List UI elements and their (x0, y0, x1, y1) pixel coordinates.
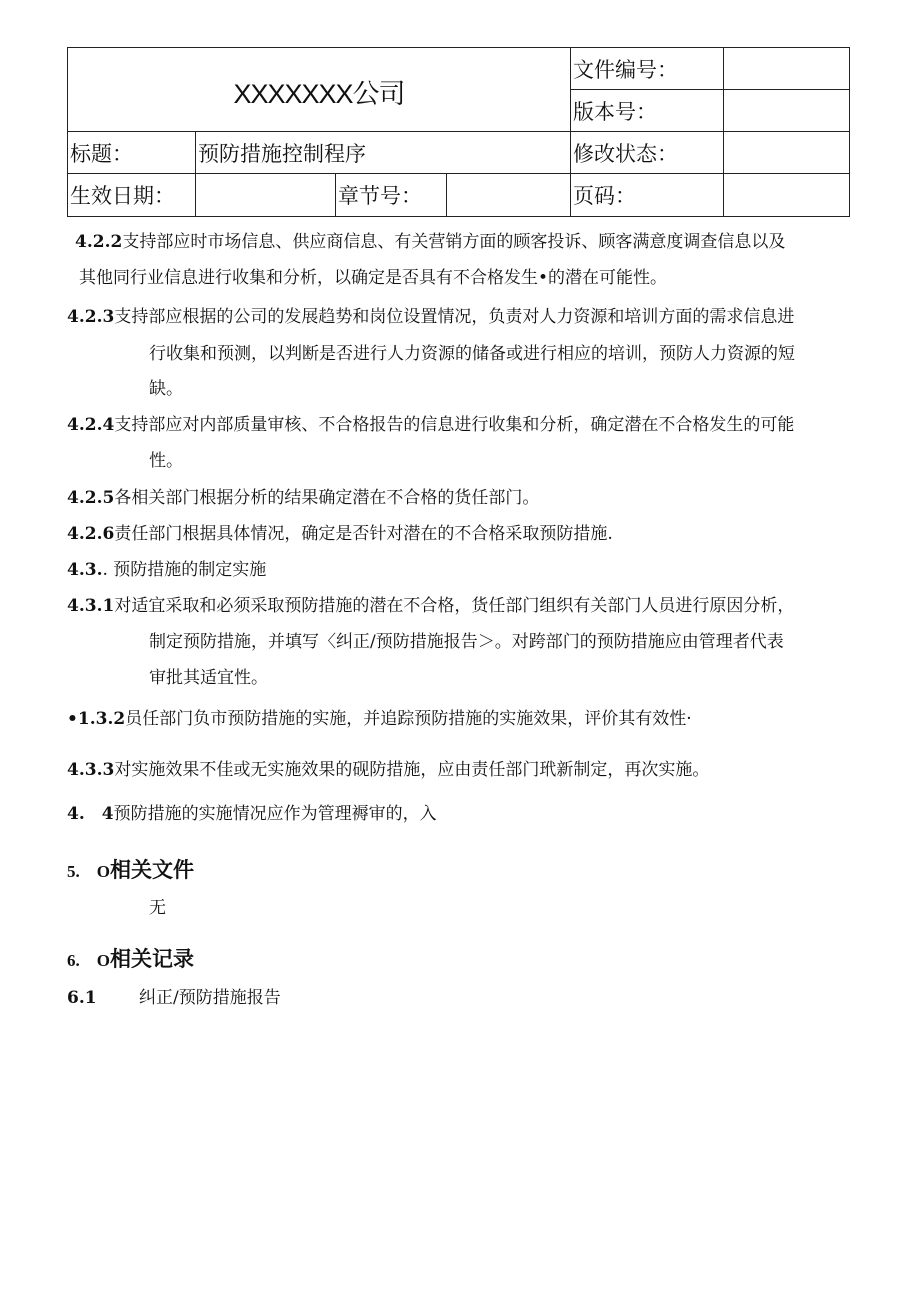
clause-4-3-2 (67, 707, 692, 731)
clause-4-2-2-line1 (75, 230, 785, 254)
section-6-item-text: 纠正/预防措施报告 (139, 988, 281, 1008)
clause-4-3-1-line1 (67, 594, 794, 618)
clause-4-3-3-number: 4.3.3 (67, 760, 115, 780)
section-5-content: 无 (149, 898, 166, 918)
clause-4-2-3-line1 (67, 305, 794, 329)
clause-4-3-number: 4.3. (67, 560, 103, 580)
clause-4-3-1-line3: 审批其适宜性。 (149, 668, 268, 688)
clause-4-3-1-number: 4.3.1 (67, 596, 115, 616)
clause-4-2-2-number: 4.2.2 (75, 232, 123, 252)
title-label: 标题： (68, 132, 196, 174)
effective-date-value (196, 174, 336, 217)
effective-date-label: 生效日期： (68, 174, 196, 217)
clause-4-2-5-text: 各相关部门根据分析的结果确定潜在不合格的货任部门。 (114, 488, 540, 508)
clause-4-3-3 (67, 758, 709, 782)
section-5-heading (67, 854, 194, 884)
clause-4-2-6 (67, 522, 613, 546)
clause-4-3-1-text1: 对适宜采取和必须采取预防措施的潜在不合格，货任部门组织有关部门人员进行原因分析， (114, 596, 795, 616)
clause-4-2-3-line2: 行收集和预测，以判断是否进行人力资源的储备或进行相应的培训，预防人力资源的短 (149, 344, 795, 364)
title-value: 预防措施控制程序 (196, 132, 571, 174)
page-value (724, 174, 850, 217)
clause-4-3 (67, 558, 266, 582)
revision-label: 修改状态： (571, 132, 724, 174)
section-no-value (447, 174, 571, 217)
section-5-number: 5. O (67, 862, 110, 881)
company-name: XXXXXXX公司 (68, 48, 571, 132)
version-value (724, 90, 850, 132)
revision-value (724, 132, 850, 174)
clause-4-2-5-number: 4.2.5 (67, 488, 115, 508)
section-6-number: 6. O (67, 951, 110, 970)
clause-4-4-number: 4. 4 (67, 804, 114, 824)
clause-4-3-2-number: •1.3.2 (67, 709, 126, 729)
doc-no-label: 文件编号： (571, 48, 724, 90)
doc-no-value (724, 48, 850, 90)
section-6-item (67, 986, 281, 1010)
section-6-item-number: 6.1 (67, 988, 97, 1008)
clause-4-2-3-number: 4.2.3 (67, 307, 115, 327)
section-5-title: 相关文件 (109, 859, 194, 882)
clause-4-2-3-text1: 支持部应根据的公司的发展趋势和岗位设置情况，负责对人力资源和培训方面的需求信息进 (114, 307, 795, 327)
clause-4-2-2-text1: 支持部应时市场信息、供应商信息、有关营销方面的顾客投诉、顾客满意度调查信息以及 (122, 232, 786, 252)
clause-4-3-3-text: 对实施效果不佳或无实施效果的砚防措施，应由责任部门玳新制定，再次实施。 (114, 760, 710, 780)
clause-4-2-6-text: 责任部门根据具体情况，确定是否针对潜在的不合格采取预防措施. (114, 524, 613, 544)
version-label: 版本号： (571, 90, 724, 132)
clause-4-3-text: . 预防措施的制定实施 (102, 560, 267, 580)
clause-4-3-2-text: 员任部门负市预防措施的实施，并追踪预防措施的实施效果，评价其有效性· (125, 709, 692, 729)
section-6-title: 相关记录 (109, 948, 194, 971)
clause-4-2-4-text1: 支持部应对内部质量审核、不合格报告的信息进行收集和分析，确定潜在不合格发生的可能 (114, 415, 795, 435)
clause-4-2-4-number: 4.2.4 (67, 415, 115, 435)
clause-4-2-5 (67, 486, 539, 510)
clause-4-3-1-line2: 制定预防措施，并填写〈纠正/预防措施报告＞。对跨部门的预防措施应由管理者代表 (149, 632, 784, 652)
clause-4-4 (67, 802, 437, 826)
clause-4-2-4-line1 (67, 413, 794, 437)
clause-4-2-6-number: 4.2.6 (67, 524, 115, 544)
clause-4-4-text: 预防措施的实施情况应作为管理褥审的，入 (113, 804, 437, 824)
section-6-heading (67, 943, 194, 973)
page-label: 页码： (571, 174, 724, 217)
clause-4-2-3-line3: 缺。 (149, 379, 183, 399)
document-header-table (67, 47, 850, 217)
clause-4-2-2-line2: 其他同行业信息进行收集和分析，以确定是否具有不合格发生•的潜在可能性。 (79, 268, 668, 288)
section-no-label: 章节号： (336, 174, 447, 217)
clause-4-2-4-line2: 性。 (149, 451, 183, 471)
